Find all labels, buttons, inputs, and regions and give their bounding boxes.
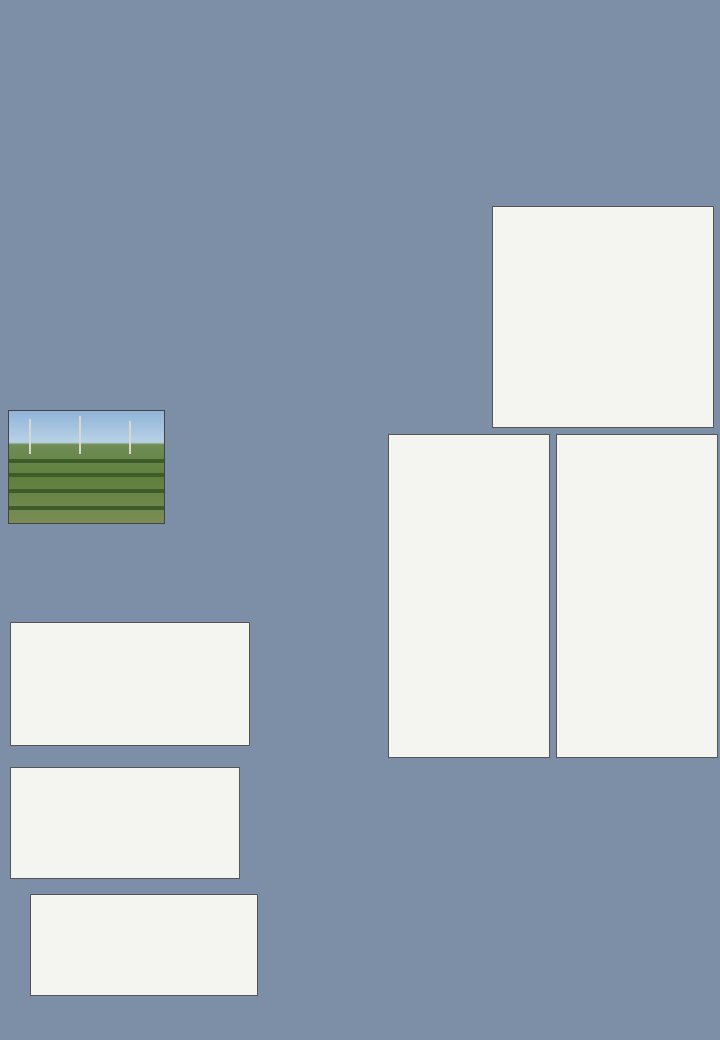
linkage-map-svg [389,435,549,757]
table3 [30,894,258,996]
table4 [492,206,714,428]
table4-caption [386,205,486,213]
qtl-figures [556,434,718,758]
qtl-figures-svg [557,435,717,757]
linkage-map [388,434,550,758]
table1-caption [258,622,378,628]
poster-header [0,0,720,182]
table2 [10,767,240,879]
field-photo [8,410,165,524]
table1 [10,622,250,746]
